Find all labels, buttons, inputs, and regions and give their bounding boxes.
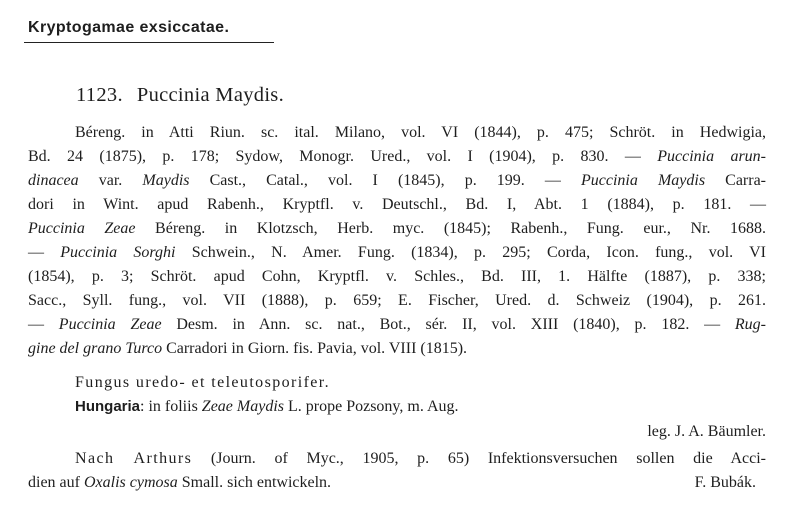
italic-taxon: Puccinia Maydis [580, 172, 706, 189]
citation-text: — [28, 244, 61, 261]
italic-taxon: Puccinia Zeae [58, 316, 162, 333]
synonymy-line [28, 314, 766, 336]
synonymy-line [28, 338, 766, 360]
italic-taxon: Puccinia arun- [657, 148, 766, 165]
locality-region: Hungaria [75, 398, 141, 415]
citation-text: Desm. in Ann. sc. nat., Bot., sér. II, vol. XIII (1840), p. 182. — [161, 316, 735, 333]
italic-taxon: gine del grano Turco [28, 340, 163, 357]
citation-text: — [28, 316, 59, 333]
citation-text: dori in Wint. apud Rabenh., Kryptfl. v. Deutschl., Bd. I, Abt. 1 (1884), p. 181. — [28, 196, 766, 213]
synonymy-line [75, 122, 766, 144]
note-text-2c: Small. sich entwickeln. [177, 474, 332, 491]
host-name: Zeae Maydis [201, 398, 284, 415]
synonymy-line [28, 146, 766, 168]
citation-text: Cast., Catal., vol. I (1845), p. 199. — [189, 172, 581, 189]
note-species: Oxalis cymosa [83, 474, 178, 491]
note-author-ref: Nach Arthurs [75, 450, 193, 467]
citation-text: Bd. 24 (1875), p. 178; Sydow, Monogr. Ured., vol. I (1904), p. 830. — [28, 148, 658, 165]
italic-taxon: Rug- [734, 316, 767, 333]
entry-number: 1123. [76, 84, 123, 106]
locality-prefix: : in foliis [140, 398, 202, 415]
synonymy-line [28, 194, 766, 216]
author-text: F. Bubák. [694, 474, 756, 491]
citation-text: var. [78, 172, 143, 189]
synonymy-line [28, 218, 766, 240]
fungus-text: Fungus uredo- et teleutosporifer. [75, 374, 331, 391]
note-line-2 [28, 472, 331, 494]
note-line-1 [75, 448, 766, 470]
locality-line [75, 396, 459, 418]
citation-text: Béreng. in Atti Riun. sc. ital. Milano, vol. VI (1844), p. 475; Schröt. in Hedwigia, [75, 124, 766, 141]
citation-text: Carra- [705, 172, 766, 189]
citation-text: Sacc., Syll. fung., vol. VII (1888), p. 659; E. Fischer, Ured. d. Schweiz (1904), p. 261. [28, 292, 766, 309]
section-header [24, 18, 274, 43]
author-line [695, 472, 756, 494]
collector-text: leg. J. A. Bäumler. [647, 423, 766, 440]
italic-taxon: Puccinia Zeae [28, 220, 136, 237]
italic-taxon: dinacea [28, 172, 79, 189]
collector-line [647, 421, 766, 443]
citation-text: Béreng. in Klotzsch, Herb. myc. (1845); Rabenh., Fung. eur., Nr. 1688. [135, 220, 766, 237]
citation-text: Schwein., N. Amer. Fung. (1834), p. 295; Corda, Icon. fung., vol. VI [175, 244, 766, 261]
note-text-2a: dien auf [28, 474, 84, 491]
citation-text: Carradori in Giorn. fis. Pavia, vol. VIII (1815). [162, 340, 468, 357]
synonymy-line [28, 290, 766, 312]
species-name: Puccinia Maydis. [136, 84, 285, 106]
note-text-1: (Journ. of Myc., 1905, p. 65) Infektionsversuchen sollen die Acci- [192, 450, 766, 467]
citation-text: (1854), p. 3; Schröt. apud Cohn, Kryptfl. v. Schles., Bd. III, 1. Hälfte (1887), p. 338; [28, 268, 766, 285]
entry-title [76, 84, 284, 107]
locality-suffix: L. prope Pozsony, m. Aug. [284, 398, 459, 415]
section-header-text: Kryptogamae exsiccatae. [28, 19, 230, 36]
italic-taxon: Maydis [142, 172, 190, 189]
synonymy-line [28, 170, 766, 192]
synonymy-line [28, 242, 766, 264]
fungus-line [75, 372, 330, 394]
synonymy-line [28, 266, 766, 288]
italic-taxon: Puccinia Sorghi [60, 244, 176, 261]
